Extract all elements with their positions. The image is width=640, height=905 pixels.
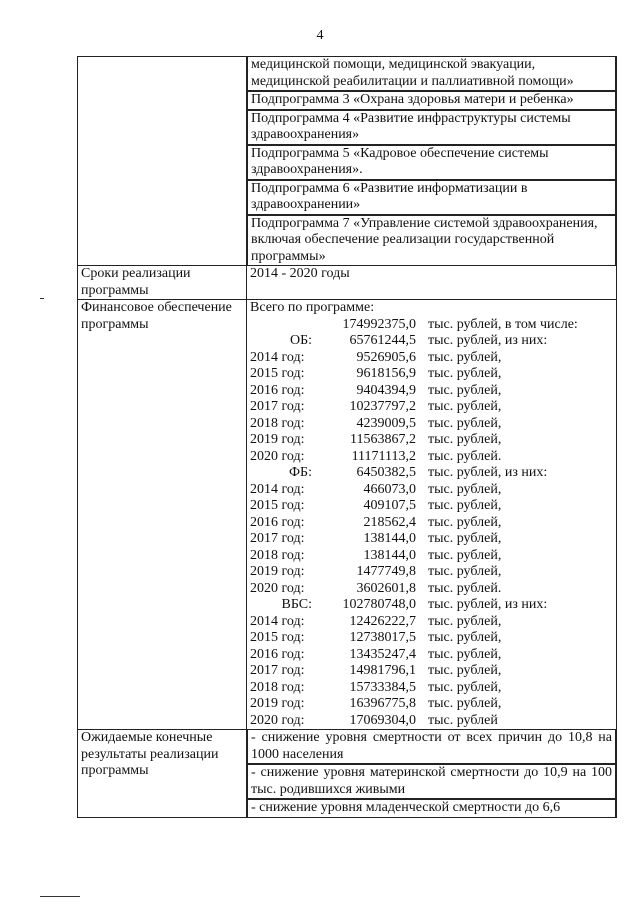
financing-year-unit: тыс. рублей, [428, 481, 502, 497]
financing-year-row [250, 366, 613, 383]
financing-source-total-row [250, 333, 613, 350]
financing-year-row [250, 531, 613, 548]
financing-label: Финансовое обеспечение программы [78, 300, 247, 730]
financing-year-value: 4239009,5 [356, 415, 416, 431]
financing-year-value: 12426222,7 [349, 613, 416, 629]
result-item-infant-mortality: - снижение уровня младенческой смертности до 6,6 [247, 799, 616, 817]
financing-year-unit: тыс. рублей, [428, 531, 502, 546]
financing-year-row [250, 630, 613, 647]
subprogram-7: Подпрограмма 7 «Управление системой здравоохранения, включая обеспечение реализации государственной программы» [247, 215, 616, 266]
financing-year: 2016 год: [250, 382, 305, 398]
financing-source-total: 102780748,0 [342, 597, 416, 612]
financing-year-row [250, 696, 613, 713]
financing-source-total: 6450382,5 [356, 465, 416, 480]
financing-year-row [250, 647, 613, 664]
financing-year-value: 16396775,8 [349, 696, 416, 711]
financing-year-unit: тыс. рублей, [428, 564, 502, 579]
result-item-mortality: - снижение уровня смертности от всех причин до 10,8 на 1000 населения [247, 730, 616, 764]
financing-content [247, 300, 617, 730]
financing-year-value: 138144,0 [363, 547, 416, 563]
financing-year-row [250, 399, 613, 416]
financing-year: 2015 год: [250, 630, 305, 645]
financing-year-value: 10237797,2 [349, 399, 416, 414]
financing-year: 2020 год: [250, 580, 305, 596]
subprograms-row [78, 57, 617, 266]
terms-value: 2014 - 2020 годы [247, 266, 617, 300]
financing-year-unit: тыс. рублей, [428, 432, 502, 447]
financing-year-value: 9526905,6 [356, 349, 416, 365]
financing-year-row [250, 498, 613, 515]
financing-year: 2019 год: [250, 432, 305, 447]
financing-year-value: 466073,0 [363, 481, 416, 497]
financing-total-unit: тыс. рублей, в том числе: [428, 316, 578, 332]
results-content [247, 730, 617, 818]
financing-source-name: ФБ: [289, 465, 312, 480]
program-passport-table [77, 56, 617, 818]
financing-year-unit: тыс. рублей, [428, 382, 502, 398]
financing-year-value: 11563867,2 [350, 432, 416, 447]
financing-year-unit: тыс. рублей, [428, 646, 502, 662]
terms-row [78, 266, 617, 300]
financing-source-name: ОБ: [289, 333, 312, 348]
financing-year-value: 3602601,8 [356, 580, 416, 596]
financing-year: 2020 год: [250, 448, 305, 464]
financing-year-row [250, 432, 613, 449]
financing-year-row [250, 416, 613, 433]
financing-year: 2017 год: [250, 531, 305, 546]
financing-year: 2014 год: [250, 613, 305, 629]
financing-year-row [250, 548, 613, 565]
financing-year-value: 11171113,2 [351, 448, 416, 464]
financing-source-name: ВБС: [281, 597, 312, 612]
financing-year-row [250, 713, 613, 730]
financing-source-total-row [250, 465, 613, 482]
financing-year: 2018 год: [250, 415, 305, 431]
page-number: 4 [316, 28, 324, 43]
financing-year-unit: тыс. рублей, [428, 399, 502, 414]
financing-year-unit: тыс. рублей, [428, 514, 502, 530]
financing-year-unit: тыс. рублей, [428, 663, 502, 678]
financing-year-row [250, 663, 613, 680]
financing-sources [250, 333, 613, 729]
margin-mark [40, 298, 44, 299]
financing-year-row [250, 449, 613, 466]
financing-year-unit: тыс. рублей, [428, 679, 502, 695]
financing-year-row [250, 515, 613, 532]
financing-year-row [250, 564, 613, 581]
financing-year: 2016 год: [250, 646, 305, 662]
financing-year-row [250, 614, 613, 631]
financing-year-row [250, 350, 613, 367]
footer-rule [40, 896, 80, 897]
financing-year-unit: тыс. рублей, [428, 613, 502, 629]
financing-year-unit: тыс. рублей. [428, 448, 502, 464]
subprogram-5: Подпрограмма 5 «Кадровое обеспечение системы здравоохранения». [247, 145, 616, 180]
financing-year: 2016 год: [250, 514, 305, 530]
financing-year-value: 9618156,9 [356, 366, 416, 381]
financing-total-row [250, 317, 613, 334]
financing-year-row [250, 680, 613, 697]
financing-year-unit: тыс. рублей. [428, 580, 502, 596]
financing-year: 2014 год: [250, 349, 305, 365]
terms-label: Сроки реализации программы [78, 266, 247, 300]
financing-year-unit: тыс. рублей, [428, 696, 502, 711]
financing-source-unit: тыс. рублей, из них: [428, 333, 548, 348]
result-item-maternal-mortality: - снижение уровня материнской смертности до 10,9 на 100 тыс. родившихся живыми [247, 764, 616, 799]
subprogram-6: Подпрограмма 6 «Развитие информатизации в здравоохранении» [247, 180, 616, 215]
financing-year-value: 14981796,1 [349, 663, 416, 678]
financing-total-value: 174992375,0 [342, 316, 416, 332]
subprogram-4: Подпрограмма 4 «Развитие инфраструктуры системы здравоохранения» [247, 110, 616, 145]
financing-year-value: 15733384,5 [349, 679, 416, 695]
financing-year: 2020 год: [250, 712, 305, 728]
financing-year: 2014 год: [250, 481, 305, 497]
financing-year-value: 9404394,9 [356, 382, 416, 398]
financing-row [78, 300, 617, 730]
financing-year-unit: тыс. рублей, [428, 366, 502, 381]
financing-year-unit: тыс. рублей, [428, 498, 502, 513]
financing-year: 2017 год: [250, 663, 305, 678]
financing-year: 2017 год: [250, 399, 305, 414]
financing-source-total-row [250, 597, 613, 614]
financing-year-row [250, 482, 613, 499]
financing-year-unit: тыс. рублей, [428, 349, 502, 365]
financing-year-unit: тыс. рублей [428, 712, 498, 728]
financing-year-unit: тыс. рублей, [428, 547, 502, 563]
subprograms-content-cell [247, 57, 617, 266]
financing-year-value: 218562,4 [363, 514, 416, 530]
financing-year-value: 17069304,0 [349, 712, 416, 728]
financing-year: 2015 год: [250, 366, 305, 381]
financing-year-unit: тыс. рублей, [428, 630, 502, 645]
financing-source-total: 65761244,5 [349, 333, 416, 348]
results-row [78, 730, 617, 818]
financing-year-value: 1477749,8 [356, 564, 416, 579]
financing-year-value: 13435247,4 [349, 646, 416, 662]
subprograms-label-cell [78, 57, 247, 266]
financing-total-label: Всего по программе: [250, 300, 375, 315]
financing-year-value: 12738017,5 [349, 630, 416, 645]
financing-year-row [250, 383, 613, 400]
financing-year-value: 409107,5 [363, 498, 416, 513]
financing-source-unit: тыс. рублей, из них: [428, 597, 548, 612]
financing-source-unit: тыс. рублей, из них: [428, 465, 548, 480]
financing-year: 2019 год: [250, 696, 305, 711]
financing-year: 2015 год: [250, 498, 305, 513]
subprogram-intro: медицинской помощи, медицинской эвакуации, медицинской реабилитации и паллиативной помощи» [247, 57, 616, 91]
financing-year: 2018 год: [250, 679, 305, 695]
financing-year-value: 138144,0 [363, 531, 416, 546]
financing-year: 2018 год: [250, 547, 305, 563]
financing-year-row [250, 581, 613, 598]
results-label: Ожидаемые конечные результаты реализации программы [78, 730, 247, 818]
financing-year: 2019 год: [250, 564, 305, 579]
subprogram-3: Подпрограмма 3 «Охрана здоровья матери и ребенка» [247, 91, 616, 110]
financing-year-unit: тыс. рублей, [428, 415, 502, 431]
